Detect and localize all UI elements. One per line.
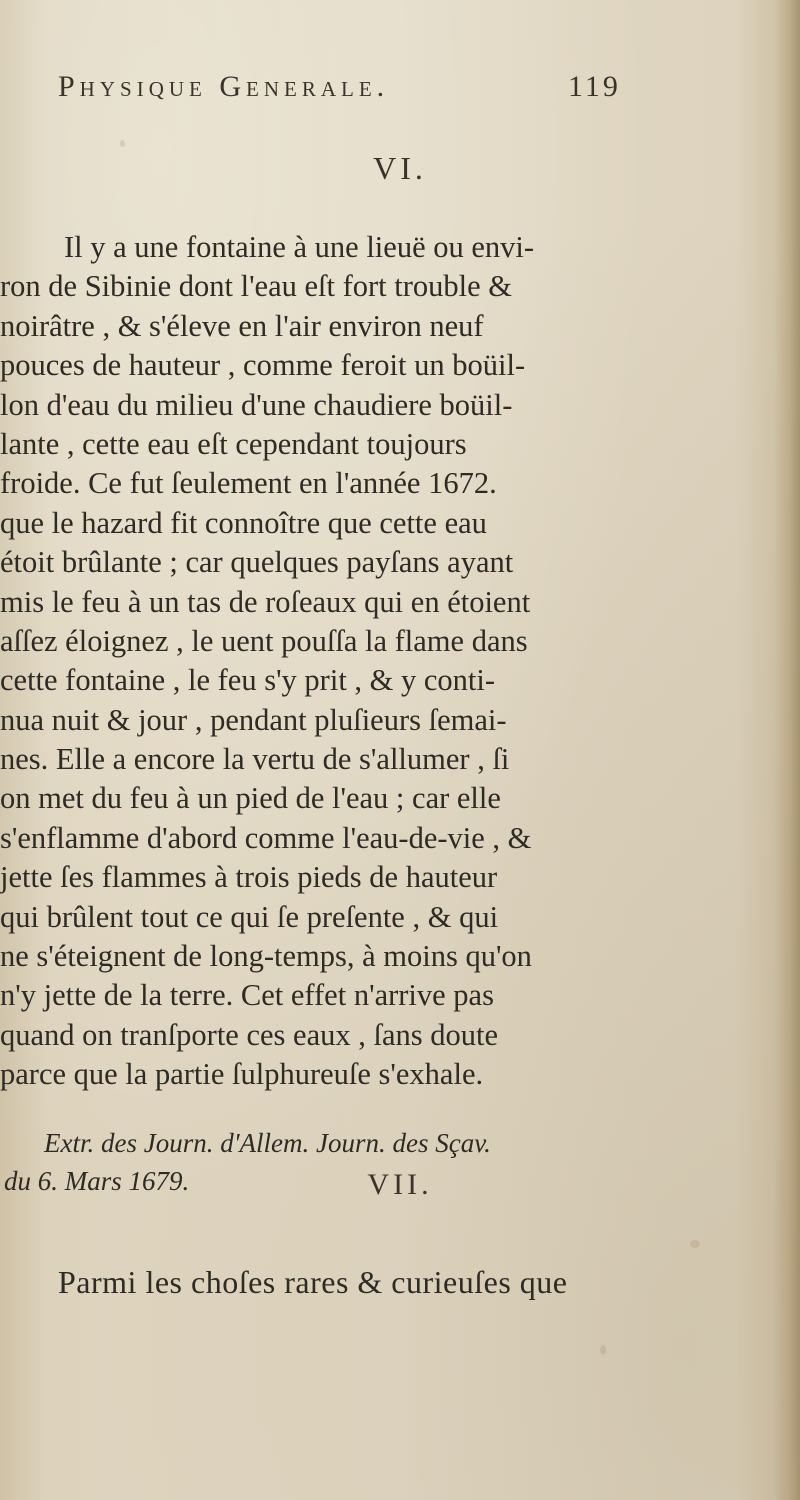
text-line: quand on tranſporte ces eaux , ſans doute: [0, 1017, 499, 1052]
text-line: étoit brûlante ; car quelques payſans ayant: [0, 545, 514, 580]
text-line: n'y jette de la terre. Cet effet n'arrive pas: [0, 978, 494, 1013]
text-line: s'enflamme d'abord comme l'eau-de-vie , &: [0, 820, 532, 855]
text-line: noirâtre , & s'éleve en l'air environ neuf: [0, 308, 484, 343]
text-line: jette ſes flammes à trois pieds de hauteur: [0, 860, 498, 895]
foxing-spot: [120, 140, 125, 147]
text-line: pouces de hauteur , comme feroit un boüil-: [0, 348, 526, 383]
running-head: [58, 70, 758, 110]
text-line: qui brûlent tout ce qui ſe preſente , & qui: [0, 899, 499, 934]
text-line: ron de Sibinie dont l'eau eſt fort trouble &: [0, 269, 513, 304]
text-line: parce que la partie ſulphureuſe s'exhale.: [0, 1057, 484, 1092]
text-line: lante , cette eau eſt cependant toujours: [0, 426, 467, 461]
citation-line: du 6. Mars 1679.: [4, 1166, 190, 1196]
text-line: lon d'eau du milieu d'une chaudiere boüil-: [0, 387, 513, 422]
paragraph: [0, 228, 800, 1095]
next-paragraph-start: Parmi les choſes rares & curieuſes que: [58, 1264, 568, 1300]
text-line: nua nuit & jour , pendant pluſieurs ſemai-: [0, 702, 507, 737]
text-line: cette fontaine , le feu s'y prit , & y conti-: [0, 663, 496, 698]
text-line: on met du feu à un pied de l'eau ; car elle: [0, 781, 501, 816]
text-line: froide. Ce fut ſeulement en l'année 1672.: [0, 466, 497, 501]
text-line: que le hazard fit connoître que cette eau: [0, 505, 487, 540]
text-line: ne s'éteignent de long-temps, à moins qu'on: [0, 939, 532, 974]
foxing-spot: [600, 1345, 606, 1355]
citation-line: Extr. des Journ. d'Allem. Journ. des Sçav.: [44, 1128, 491, 1158]
page-number: 119: [568, 70, 621, 103]
text-line: aſſez éloignez , le uent pouſſa la flame dans: [0, 623, 528, 658]
text-line: nes. Elle a encore la vertu de s'allumer , ſi: [0, 742, 510, 777]
text-line: mis le feu à un tas de roſeaux qui en étoient: [0, 584, 531, 619]
text-line: Il y a une fontaine à une lieuë ou envi-: [64, 230, 535, 264]
section-heading: VI.: [373, 150, 427, 186]
foxing-spot: [690, 1240, 700, 1248]
running-head-title: Physique Generale.: [58, 70, 390, 103]
next-section-heading: VII.: [367, 1168, 433, 1201]
